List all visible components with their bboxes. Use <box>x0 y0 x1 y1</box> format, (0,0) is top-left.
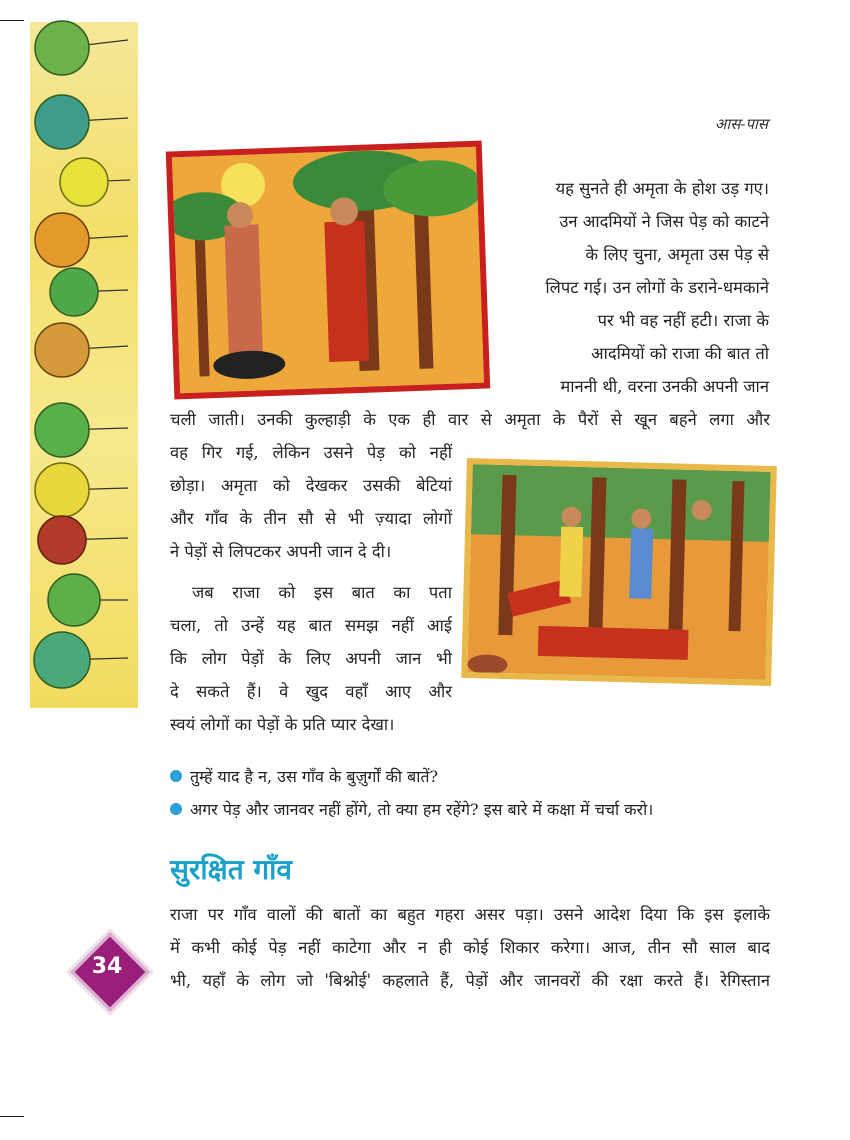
paragraph-1-right <box>495 172 769 403</box>
leaf-icon <box>35 213 89 267</box>
question-2 <box>170 793 653 826</box>
leaf-icon <box>35 403 89 457</box>
text-line: जब राजा को इस बात का पता <box>192 583 452 602</box>
text-line: दे सकते हैं। वे खुद वहाँ आए और <box>170 682 452 701</box>
running-head: आस-पास <box>714 115 768 133</box>
paragraph-1-full-line: चली जाती। उनकी कुल्हाड़ी के एक ही वार से अमृता के पैरों से खून बहने लगा और <box>170 410 770 429</box>
text-line: लिपट गई। उन लोगों के डराने-धमकाने <box>545 278 769 297</box>
text-line: आदमियों को राजा की बात तो <box>590 344 769 363</box>
bullet-icon <box>170 770 182 782</box>
decorative-leaves <box>0 0 150 720</box>
text-line: भी, यहाँ के लोग जो 'बिश्नोई' कहलाते हैं, पेड़ों और जानवरों की रक्षा करते हैं। रेगिस्तान <box>170 971 770 990</box>
leaf-icon <box>50 268 98 316</box>
illustration-top-art <box>172 147 484 393</box>
question-text: तुम्हें याद है न, उस गाँव के बुज़ुर्गों की बातें? <box>190 767 439 786</box>
bullet-icon <box>170 803 182 815</box>
text-line: राजा पर गाँव वालों की बातों का बहुत गहरा असर पड़ा। उसने आदेश दिया कि इस इलाके <box>170 905 770 924</box>
leaf-icon <box>35 323 89 377</box>
text-line: यह सुनते ही अमृता के होश उड़ गए। <box>555 179 769 198</box>
paragraph-1-left <box>170 436 452 568</box>
text-line: स्वयं लोगों का पेड़ों के प्रति प्यार देखा। <box>170 715 395 734</box>
leaf-icon <box>35 463 89 517</box>
leaf-icon <box>35 95 89 149</box>
text-line: और गाँव के तीन सौ से भी ज़्यादा लोगों <box>170 509 452 528</box>
leaf-icon <box>34 632 90 688</box>
page-number: 34 <box>91 954 123 979</box>
text-line: उन आदमियों ने जिस पेड़ को काटने <box>559 212 769 231</box>
text-line: के लिए चुना, अमृता उस पेड़ से <box>585 245 769 264</box>
paragraph-2 <box>170 576 452 741</box>
illustration-right-art <box>467 464 770 680</box>
section-heading: सुरक्षित गाँव <box>170 853 293 886</box>
leaf-icon <box>60 158 108 206</box>
text-line: में कभी कोई पेड़ नहीं काटेगा और न ही कोई शिकार करेगा। आज, तीन सौ साल बाद <box>170 938 770 957</box>
leaf-icon <box>35 21 89 75</box>
leaf-icon <box>48 574 100 626</box>
page-number-badge <box>72 934 142 1004</box>
leaf-icon <box>38 516 86 564</box>
text-line: वह गिर गई, लेकिन उसने पेड़ को नहीं <box>170 443 452 462</box>
text-line: चला, तो उन्हें यह बात समझ नहीं आई <box>170 616 452 635</box>
illustration-right <box>461 458 777 686</box>
question-text: अगर पेड़ और जानवर नहीं होंगे, तो क्या हम रहेंगे? इस बारे में कक्षा में चर्चा करो। <box>190 800 654 819</box>
question-1 <box>170 760 438 793</box>
illustration-top <box>166 141 490 400</box>
section-paragraph <box>170 898 770 997</box>
text-line: माननी थी, वरना उनकी अपनी जान <box>560 377 769 396</box>
text-line: कि लोग पेड़ों के लिए अपनी जान भी <box>170 649 452 668</box>
text-line: पर भी वह नहीं हटी। राजा के <box>597 311 769 330</box>
text-line: छोड़ा। अमृता को देखकर उसकी बेटियां <box>170 476 452 495</box>
crop-mark-bottom <box>0 1116 24 1117</box>
text-line: ने पेड़ों से लिपटकर अपनी जान दे दी। <box>170 542 392 561</box>
